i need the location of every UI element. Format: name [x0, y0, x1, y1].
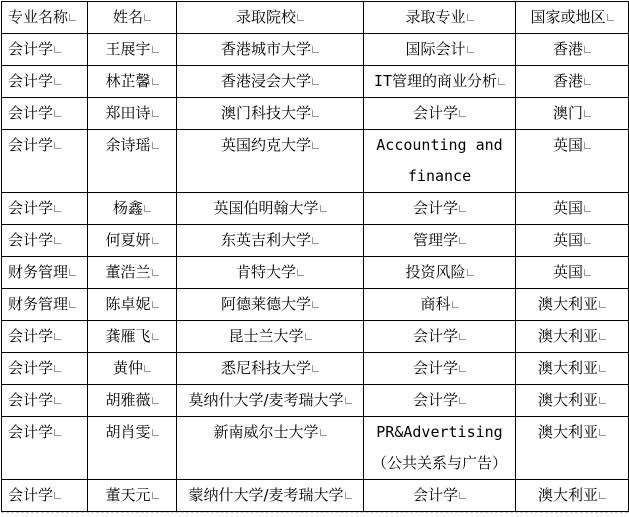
page-edge-divider — [1, 512, 628, 513]
cell-end-mark — [599, 333, 606, 340]
header-row — [2, 2, 629, 34]
cell-name — [88, 321, 177, 353]
cell-region — [516, 480, 629, 512]
cell-end-mark — [312, 301, 319, 308]
header-name — [88, 2, 177, 34]
cell-program — [364, 353, 516, 385]
cell-end-mark — [54, 142, 61, 149]
cell-major — [2, 385, 88, 417]
cell-end-mark — [69, 301, 76, 308]
cell-region-text: 澳大利亚 — [537, 423, 598, 441]
header-name-text: 姓名 — [112, 8, 143, 26]
table-row — [2, 98, 629, 130]
table-row — [2, 417, 629, 480]
cell-region-text: 澳门 — [552, 104, 583, 122]
cell-program — [364, 225, 516, 257]
cell-end-mark — [152, 301, 159, 308]
cell-end-mark — [312, 110, 319, 117]
cell-program-line: （公共关系与广告） — [371, 454, 507, 472]
cell-end-mark — [459, 333, 466, 340]
cell-name-text: 余诗瑶 — [105, 136, 151, 154]
cell-region-text: 英国 — [552, 263, 583, 281]
cell-region — [516, 66, 629, 98]
cell-program-line: 会计学 — [412, 391, 458, 409]
cell-program-line: 会计学 — [412, 327, 458, 345]
cell-name-text: 董浩兰 — [105, 263, 151, 281]
cell-end-mark — [152, 237, 159, 244]
table-row — [2, 321, 629, 353]
cell-program-line: 商科 — [420, 295, 451, 313]
cell-end-mark — [467, 269, 474, 276]
cell-program-line: 投资风险 — [405, 263, 466, 281]
cell-name-text: 胡雅薇 — [105, 391, 151, 409]
cell-name-text: 王展宇 — [105, 40, 151, 58]
header-major-text: 专业名称 — [8, 8, 69, 26]
cell-end-mark — [69, 14, 76, 21]
cell-major — [2, 417, 88, 480]
cell-end-mark — [312, 142, 319, 149]
cell-major — [2, 289, 88, 321]
cell-school-text: 英国伯明翰大学 — [213, 199, 319, 217]
cell-school — [177, 193, 364, 225]
cell-end-mark — [69, 269, 76, 276]
cell-end-mark — [54, 333, 61, 340]
cell-school — [177, 225, 364, 257]
cell-major-text: 会计学 — [8, 486, 54, 504]
cell-school — [177, 289, 364, 321]
cell-end-mark — [599, 365, 606, 372]
cell-end-mark — [54, 365, 61, 372]
header-school — [177, 2, 364, 34]
cell-region — [516, 130, 629, 193]
cell-name-text: 林芷馨 — [105, 72, 151, 90]
header-school-text: 录取院校 — [235, 8, 296, 26]
cell-end-mark — [459, 397, 466, 404]
cell-end-mark — [584, 46, 591, 53]
cell-school-text: 东英吉利大学 — [220, 231, 311, 249]
cell-school-text: 香港浸会大学 — [220, 72, 311, 90]
cell-program-line: Accounting and — [376, 136, 503, 154]
cell-school-text: 悉尼科技大学 — [220, 359, 311, 377]
cell-name-text: 胡肖雯 — [105, 423, 151, 441]
cell-end-mark — [152, 397, 159, 404]
cell-program — [364, 417, 516, 480]
cell-region-text: 英国 — [552, 136, 583, 154]
cell-end-mark — [152, 142, 159, 149]
cell-program — [364, 289, 516, 321]
cell-end-mark — [312, 365, 319, 372]
cell-end-mark — [152, 492, 159, 499]
cell-major-text: 会计学 — [8, 231, 54, 249]
cell-school-text: 香港城市大学 — [220, 40, 311, 58]
cell-school-text: 澳门科技大学 — [220, 104, 311, 122]
cell-program-line: 会计学 — [412, 104, 458, 122]
table-row — [2, 385, 629, 417]
cell-name-text: 龚雁飞 — [105, 327, 151, 345]
cell-region — [516, 417, 629, 480]
cell-region — [516, 225, 629, 257]
cell-end-mark — [467, 14, 474, 21]
cell-major-text: 会计学 — [8, 423, 54, 441]
header-region — [516, 2, 629, 34]
cell-end-mark — [312, 78, 319, 85]
cell-major — [2, 66, 88, 98]
cell-program — [364, 98, 516, 130]
table-row — [2, 289, 629, 321]
cell-program — [364, 257, 516, 289]
cell-end-mark — [498, 78, 505, 85]
cell-region — [516, 193, 629, 225]
cell-end-mark — [152, 46, 159, 53]
table-row — [2, 353, 629, 385]
cell-program-line: finance — [407, 167, 472, 185]
cell-major — [2, 130, 88, 193]
cell-end-mark — [54, 492, 61, 499]
cell-program-line: 会计学 — [412, 359, 458, 377]
cell-end-mark — [54, 429, 61, 436]
cell-major-text: 会计学 — [8, 391, 54, 409]
cell-end-mark — [599, 301, 606, 308]
cell-major-text: 会计学 — [8, 359, 54, 377]
cell-region-text: 英国 — [552, 231, 583, 249]
cell-end-mark — [584, 237, 591, 244]
cell-school — [177, 480, 364, 512]
cell-name — [88, 353, 177, 385]
table-row — [2, 66, 629, 98]
cell-major — [2, 257, 88, 289]
cell-region — [516, 98, 629, 130]
cell-end-mark — [297, 269, 304, 276]
cell-name-text: 何夏妍 — [105, 231, 151, 249]
header-region-text: 国家或地区 — [530, 8, 606, 26]
cell-region — [516, 353, 629, 385]
cell-major-text: 会计学 — [8, 72, 54, 90]
cell-name — [88, 66, 177, 98]
cell-name — [88, 98, 177, 130]
cell-program — [364, 130, 516, 193]
cell-major — [2, 193, 88, 225]
cell-school — [177, 385, 364, 417]
cell-end-mark — [459, 237, 466, 244]
cell-name — [88, 417, 177, 480]
cell-program — [364, 321, 516, 353]
cell-end-mark — [152, 333, 159, 340]
table-body — [2, 2, 629, 512]
table-row — [2, 225, 629, 257]
cell-name-text: 黄仲 — [112, 359, 143, 377]
cell-name — [88, 225, 177, 257]
cell-school-text: 肯特大学 — [235, 263, 296, 281]
cell-end-mark — [599, 397, 606, 404]
cell-end-mark — [152, 78, 159, 85]
cell-name — [88, 289, 177, 321]
cell-name-text: 陈卓妮 — [105, 295, 151, 313]
cell-name-text: 郑田诗 — [105, 104, 151, 122]
cell-end-mark — [584, 269, 591, 276]
cell-end-mark — [144, 205, 151, 212]
cell-school-text: 昆士兰大学 — [228, 327, 304, 345]
cell-program-line: IT管理的商业分析 — [373, 72, 498, 90]
header-program-text: 录取专业 — [405, 8, 466, 26]
cell-school — [177, 66, 364, 98]
cell-school-text: 莫纳什大学/麦考瑞大学 — [188, 391, 344, 409]
cell-program-line: PR&Advertising — [376, 423, 503, 441]
cell-end-mark — [459, 205, 466, 212]
cell-end-mark — [54, 397, 61, 404]
cell-end-mark — [297, 14, 304, 21]
admissions-table — [1, 1, 629, 512]
cell-major-text: 财务管理 — [8, 295, 69, 313]
cell-end-mark — [54, 78, 61, 85]
cell-end-mark — [584, 78, 591, 85]
table-row — [2, 193, 629, 225]
cell-end-mark — [607, 14, 614, 21]
cell-major — [2, 480, 88, 512]
cell-region-text: 澳大利亚 — [537, 327, 598, 345]
cell-end-mark — [152, 429, 159, 436]
table-row — [2, 34, 629, 66]
cell-end-mark — [144, 14, 151, 21]
cell-end-mark — [54, 237, 61, 244]
cell-end-mark — [467, 46, 474, 53]
cell-school-text: 新南威尔士大学 — [213, 423, 319, 441]
cell-end-mark — [312, 46, 319, 53]
cell-school-text: 蒙纳什大学/麦考瑞大学 — [188, 486, 344, 504]
cell-region-text: 香港 — [552, 72, 583, 90]
cell-region — [516, 257, 629, 289]
cell-school — [177, 130, 364, 193]
cell-school — [177, 321, 364, 353]
cell-school-text: 英国约克大学 — [220, 136, 311, 154]
cell-major-text: 财务管理 — [8, 263, 69, 281]
cell-region-text: 澳大利亚 — [537, 391, 598, 409]
cell-school-text: 阿德莱德大学 — [220, 295, 311, 313]
cell-school — [177, 257, 364, 289]
cell-program-line: 会计学 — [412, 486, 458, 504]
cell-program — [364, 66, 516, 98]
cell-end-mark — [144, 365, 151, 372]
cell-region-text: 澳大利亚 — [537, 486, 598, 504]
cell-end-mark — [452, 301, 459, 308]
cell-name — [88, 257, 177, 289]
cell-school — [177, 98, 364, 130]
cell-end-mark — [152, 110, 159, 117]
cell-end-mark — [345, 397, 352, 404]
table-row — [2, 480, 629, 512]
cell-end-mark — [54, 205, 61, 212]
cell-program-line: 会计学 — [412, 199, 458, 217]
cell-end-mark — [584, 142, 591, 149]
cell-end-mark — [459, 110, 466, 117]
cell-end-mark — [584, 110, 591, 117]
cell-end-mark — [312, 237, 319, 244]
cell-school — [177, 353, 364, 385]
cell-end-mark — [320, 205, 327, 212]
cell-program — [364, 34, 516, 66]
cell-program — [364, 193, 516, 225]
cell-name — [88, 385, 177, 417]
cell-major-text: 会计学 — [8, 104, 54, 122]
cell-end-mark — [459, 492, 466, 499]
cell-end-mark — [599, 492, 606, 499]
cell-end-mark — [152, 269, 159, 276]
cell-region-text: 澳大利亚 — [537, 359, 598, 377]
cell-end-mark — [320, 429, 327, 436]
cell-region-text: 澳大利亚 — [537, 295, 598, 313]
cell-region-text: 英国 — [552, 199, 583, 217]
cell-end-mark — [54, 46, 61, 53]
cell-program-line: 国际会计 — [405, 40, 466, 58]
cell-end-mark — [54, 110, 61, 117]
table-row — [2, 130, 629, 193]
cell-school — [177, 34, 364, 66]
cell-major-text: 会计学 — [8, 327, 54, 345]
cell-major — [2, 98, 88, 130]
cell-end-mark — [584, 205, 591, 212]
cell-name — [88, 34, 177, 66]
cell-name-text: 杨鑫 — [112, 199, 143, 217]
header-program — [364, 2, 516, 34]
cell-name — [88, 130, 177, 193]
cell-major — [2, 321, 88, 353]
cell-major — [2, 34, 88, 66]
cell-major-text: 会计学 — [8, 136, 54, 154]
cell-region — [516, 34, 629, 66]
cell-end-mark — [305, 333, 312, 340]
cell-region — [516, 321, 629, 353]
cell-major — [2, 353, 88, 385]
header-major — [2, 2, 88, 34]
cell-program — [364, 385, 516, 417]
cell-name — [88, 480, 177, 512]
cell-major-text: 会计学 — [8, 40, 54, 58]
cell-school — [177, 417, 364, 480]
cell-region-text: 香港 — [552, 40, 583, 58]
cell-end-mark — [459, 365, 466, 372]
cell-name — [88, 193, 177, 225]
cell-major — [2, 225, 88, 257]
cell-region — [516, 385, 629, 417]
cell-region — [516, 289, 629, 321]
cell-program-line: 管理学 — [412, 231, 458, 249]
cell-program — [364, 480, 516, 512]
cell-end-mark — [345, 492, 352, 499]
cell-name-text: 董天元 — [105, 486, 151, 504]
cell-major-text: 会计学 — [8, 199, 54, 217]
cell-end-mark — [599, 429, 606, 436]
table-row — [2, 257, 629, 289]
